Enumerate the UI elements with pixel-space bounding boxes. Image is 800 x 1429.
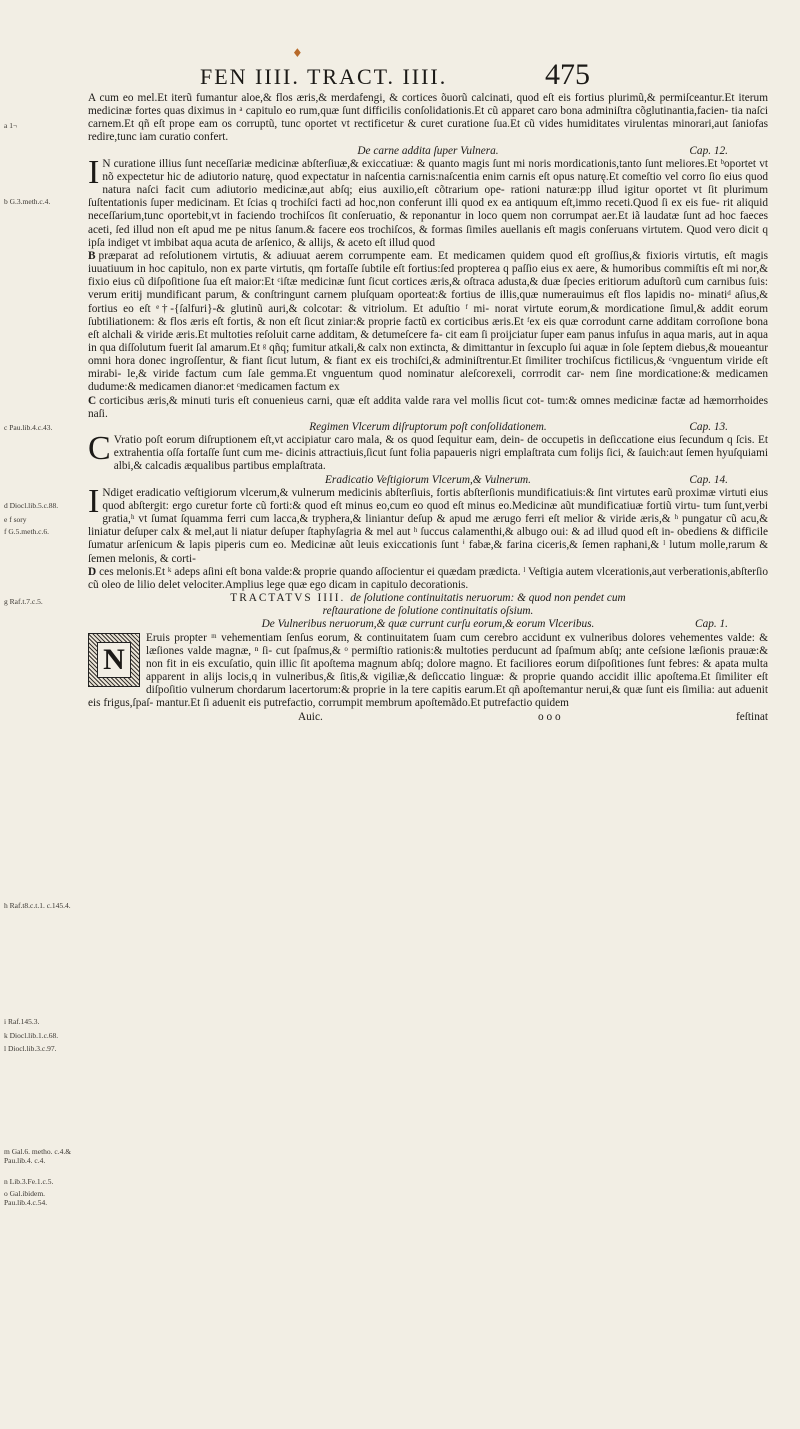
chapter-heading-13 [88, 421, 768, 434]
page-number: 475 [545, 58, 590, 91]
margin-note-h: h Raf.t8.c.t.1. c.145.4. [4, 901, 71, 910]
running-head [200, 56, 590, 96]
paragraph-chapter-14-text: Ndiget eradicatio veſtigiorum vlcerum,& vulnerum medicinis abſterſiuis, fortis abſterſionis mundificatiuis:& ſint virtutes earũ proximæ virtuti eius quod abſtergit: ergo curetur forte cũ forti:& quod eſt minus eo,cum eo quod eſt minus eo.Medicinæ aũt mundificatiuæ fortiũ virtu- tum ſunt,verbi gratia,ʰ vt ſumat ſquamma ferri cum lacca,& tryphera,& liniantur deſup & apud me ærugo ferri eſt melior & viride æris,& ʰ pungatur cũ acu,& liniatur deſuper calx & mel,aut li niatur deſuper ſtaphyſagria & mel aut ʰ ſuccus calamenthi,& albugo oui: & ad illud quod eſt in- obediens & difficile ſumatur arſenicum & lapis piperis cum eo. Medicinæ aũt leuis exiccationis ſunt ⁱ fabæ,& farina ciceris,& ſemen raphani,& ˡ lutum molle,rarum & ſemen melonis, & corti- [88, 486, 768, 565]
margin-note-g: g Raf.t.7.c.5. [4, 597, 43, 606]
paragraph-a: A cum eo mel.Et iterũ fumantur aloe,& flos æris,& merdafengi, & cortices õuorũ calcinati, quod eſt eis fortius plurimũ,& permiſceantur.Et iterum medicinæ fortes quas diximus in ᵃ capitulo eo rum,quæ ſunt difficilis conſolidationis.Et cũ apparet caro bona adminiſtra cõglutinantia,facien- tia naſci carnem.Et qñ eſt prope eam os corruptũ, tunc oportet vt rectificetur & curet curatione ſua.Et cũ vides humiditates virulentas minorari,aut ſaniofas redire,tunc iam curatio confert. [88, 92, 768, 144]
chapter-heading-1 [88, 618, 768, 631]
margin-note-f: f G.5.meth.c.6. [4, 527, 49, 536]
paragraph-c-text: corticibus æris,& minuti turis eſt conuenieus carni, quæ eſt addita valde rara vel mollis ſicut cot- tum:& omnes medicinæ factæ ad hæmorrhoides naſi. [88, 394, 768, 420]
chapter-heading-12 [88, 145, 768, 158]
drop-capital: I [88, 153, 100, 191]
margin-note-d: d Diocl.lib.5.c.88. [4, 501, 59, 510]
woodcut-initial [88, 633, 140, 687]
chapter-heading-12-number: Cap. 12. [689, 144, 728, 157]
paragraph-d [88, 566, 768, 592]
paragraph-b [88, 250, 768, 395]
paragraph-b-text: præparat ad reſolutionem virtutis, & adiuuat aerem corrumpente eam. Et medicamen quidem quod eſt groſſius,& fixioris virtutis, eſt magis iuuatiuum in hoc capitulo, non ex parte virtutis, qm fortaſſe ſubtile eſt fortius:ſed propterea q paſſio eius ex aere, & humoribus commiſtis eſt mi nor,& fixio eius cũ diſpoſitione ſua eſt maior:Et ᶜiſtæ medicinæ ſunt ſicut cortices æris,& oſtraca adusta,& duæ ſpecies eritiorum aduſtorũ cum carnibus ſuis: verum eritij mundificant parum, & conſtringunt carnem pluſquam oporteat:& fortius de illis,quæ numerauimus eſt flos lapidis no- minatiᵈ aſius,& fortius eo eſt ᵉ†-{ſalfuri}-& glutinũ auri,& colcotar: & vitriolum. Et aduſtio ᶠ mi- norat virtute eorum,& mordicatione ſimul,& addit eorum ſubtiliationem: & flos æris eſt fortis, & non eſt ſicut ziniar:& proprie factũ ex corticibus æris.Et ᶠex eis quæ corrodunt carne additam corroſione bona eſt alchali & viride æris.Et multoties reſoluit carne additam, & detumeſcere fa- cit eam ſi proijciatur ſuper eam panus infuſus in aqua maris, aut in aqua in qua diſſolutum fuerit ſal amarum.Et ᵍ qñq; fumitur atkali,& calx non extincta, & dimittantur in ſexcuplo ſui aquæ in ſole ſeptem diebus,& moueantur omni hora donec ingroſſentur, & fiant ſicut lutum, & fiant ex eis trochiſci,& adminiſtrentur.Et ſimiliter trochiſcus fictilicus,& ᶜvnguentum viride eſt mirabi- le,& viride factum cum ſale gemma.Et vnguentum quod nominatur aleſcorexeli, corrrodit car- nem ſine mordicatione:& medicamen dudume:& medicamen dianor:et ᶜmedicamen factum ex [88, 249, 768, 394]
chapter-heading-13-title: Regimen Vlcerum diſruptorum poſt conſolidationem. [309, 420, 547, 433]
drop-capital: I [88, 482, 100, 520]
paragraph-c [88, 395, 768, 421]
woodcut-letter: N [97, 642, 131, 678]
margin-note-o: o Gal.ibidem. Pau.lib.4.c.54. [4, 1189, 48, 1207]
chapter-heading-12-title: De carne addita ſuper Vulnera. [357, 144, 499, 157]
paragraph-chapter-1 [88, 632, 768, 711]
signature-mark: o o o [538, 710, 561, 723]
margin-note-b: b G.3.meth.c.4. [4, 197, 51, 206]
paragraph-d-text: ces melonis.Et ᵏ adeps aſini eſt bona valde:& proprie quando aſſocientur ei quædam prædicta. ˡ Veſtigia autem vlcerationis,aut verberationis,abſterſio cũ oleo de lilio delet velociter.Amplius lege quæ ego dicam in capitulo decorationis. [88, 565, 768, 591]
running-head-title: FEN IIII. TRACT. IIII. [200, 64, 448, 89]
paragraph-chapter-1-text: Eruis propter ᵐ vehementiam ſenſus eorum, & continuitatem ſuam cum cerebro accidunt ex vulneribus dolores vehementes valde: & læſiones valde magnæ, ⁿ ſi- cut ſpaſmus,& ᵒ permiſtio rationis:& multoties perducunt ad ſpaſmum abſq; ante ceſsione læſionis prauæ:& non fit in eis excuſatio, quin illic ſit apoſtema magnum abſq; dolore magno. Et faciliores eorum diſpoſitiones ſunt febres: & apata multa apparent in alijs locis,q in vulneribus,& ſitis,& vigiliæ,& deſiccatio linguæ: & proprie quando accidit illic apoſtema.Et ſimiliter eſt diſpoſitio vulnerum chordarum lacertorum:& proprie in la tere capitis earum.Et qñ apoſtemantur nerui,& quæ ſunt eis ſimilia: aut aduenit eis frigus,ſpaſ- mantur.Et ſi aduenit eis putrefactio, corrumpit membrum apoſtemãdo.Et putrefactio quidem [88, 631, 768, 710]
margin-note-c: c Pau.lib.4.c.43. [4, 423, 53, 432]
tractatus-subtitle: reſtauratione de ſolutione continuitatis oſsium. [322, 605, 534, 618]
fleuron-ornament: ♦ [292, 46, 303, 60]
chapter-heading-14-title: Eradicatio Veſtigiorum Vlcerum,& Vulnerum. [325, 473, 531, 486]
paragraph-chapter-13-text: Vratio poſt eorum diſruptionem eſt,vt accipiatur caro mala, & os quod ſequitur eam, dein- de occupetis in deſiccatione eius ſecundum q ſcis. Et extrahentia oſſa fortaſſe ſunt cum me- dicinis attractiuis,ſicut ſunt folia papaueris nigri emplaſtrata cum folijs ſici, & ſauich:aut ſemen hyuſquiami albi,& calcadis æqualibus partibus emplaſtrata. [113, 434, 768, 473]
margin-note-k: k Diocl.lib.1.c.68. [4, 1031, 59, 1040]
margin-note-a: a 1¬ [4, 121, 18, 130]
chapter-heading-1-title: De Vulneribus neruorum,& quæ currunt curſu eorum,& eorum Vlceribus. [261, 618, 595, 631]
tractatus-title: TRACTATVS IIII. [230, 592, 346, 605]
tractatus-description: de ſolutione continuitatis neruorum: & quod non pendet cum [350, 592, 626, 605]
paragraph-chapter-12 [88, 153, 768, 250]
paragraph-chapter-12-text: N curatione illius ſunt neceſſariæ medicinæ abſterſiuæ,& exiccatiuæ: & quanto magis ſunt mi noris mordicationis,tanto ſunt meliores.Et ᵇoportet vt nõ expectetur hic de adiutorio naturę, quod expectatur in naſcentia carnis:naſcentia enim carnis eſt opus naturę.Et comeſtio vel corro ſio eius quod natura naſci facit cum adiutorio medicinæ,aut abſq; eius auxilio,eſt cõtrarium ope- rationi naturæ:pp illud igitur oportet vt ſit plurimum ſuſtentationis ſuper medicinam. Et ſcias q trochiſci facti ad hoc,non conferunt illi quod ex ea antiquum eſt,immo receti.Quod ſi ex eis fue- rit aliquid neceſſarium,tunc oportebit,vt in faciendo trochiſcos ſit conſeruatio, & reponantur in loco quem non corrumpat aer.Et iã laudatæ ſunt ad hoc faeces aceti, ſed illud non eſt apud me pe nitus ſanum.& facere eos trochiſcos, & formas ſimiles auellanis eſt magis conſeruans virtutem. Quod vero dicit q ipſa indiget vt imbibat aqua acuta de arſenico, & allijs, & aceto eſt illud quod [88, 157, 768, 249]
section-marker-d: D [88, 565, 97, 578]
catchword-author: Auic. [298, 710, 323, 723]
main-text-block [88, 92, 768, 725]
chapter-heading-1-number: Cap. 1. [695, 618, 728, 631]
margin-note-n: n Lib.3.Fe.1.c.5. [4, 1177, 54, 1186]
catchword: feſtinat [736, 710, 768, 723]
paragraph-chapter-13 [88, 430, 768, 473]
margin-note-l: l Diocl.lib.3.c.97. [4, 1044, 57, 1053]
chapter-heading-14 [88, 474, 768, 487]
catchword-line [88, 711, 768, 725]
tractatus-heading [88, 592, 768, 605]
chapter-heading-14-number: Cap. 14. [689, 473, 728, 486]
margin-note-i: i Raf.145.3. [4, 1017, 40, 1026]
drop-capital: C [88, 430, 111, 468]
chapter-heading-13-number: Cap. 13. [689, 420, 728, 433]
margin-note-e: e f sory [4, 515, 27, 524]
paragraph-chapter-14 [88, 482, 768, 566]
section-marker-c: C [88, 394, 97, 407]
section-marker-b: B [88, 249, 96, 262]
margin-note-m: m Gal.6. metho. c.4.& Pau.lib.4. c.4. [4, 1147, 72, 1165]
